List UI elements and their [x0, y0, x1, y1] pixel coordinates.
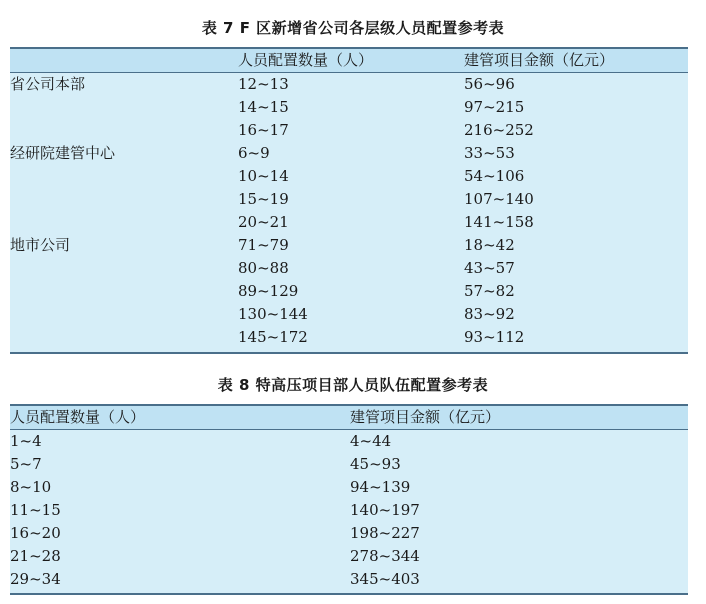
table7-cell-staff: 15~19 [238, 190, 289, 208]
table8-caption: 表 8 特高压项目部人员队伍配置参考表 [217, 376, 489, 394]
table7-cell-staff: 89~129 [238, 282, 299, 300]
table8-header-staff: 人员配置数量（人） [10, 408, 146, 426]
table7-cell-staff: 6~9 [238, 144, 270, 162]
table8-cell-staff: 1~4 [10, 432, 42, 450]
table7-cell-staff: 16~17 [238, 121, 289, 139]
table8-cell-amount: 4~44 [350, 432, 392, 450]
table7-cell-staff: 14~15 [238, 98, 289, 116]
table8-cell-staff: 5~7 [10, 455, 42, 473]
table8-cell-staff: 29~34 [10, 570, 61, 588]
table7-cell-amount: 141~158 [464, 213, 534, 231]
table8-cell-staff: 11~15 [10, 501, 61, 519]
table7-cell-staff: 20~21 [238, 213, 289, 231]
table7-caption: 表 7 F 区新增省公司各层级人员配置参考表 [201, 19, 505, 37]
table8-header-amount: 建管项目金额（亿元） [350, 408, 501, 426]
table7-cell-amount: 83~92 [464, 305, 515, 323]
table8-cell-amount: 345~403 [350, 570, 420, 588]
table8 [10, 404, 688, 595]
table7-cell-amount: 97~215 [464, 98, 525, 116]
table7-cell-unit: 经研院建管中心 [10, 144, 116, 162]
table7-cell-amount: 43~57 [464, 259, 515, 277]
table8-cell-staff: 21~28 [10, 547, 61, 565]
table7-cell-staff: 71~79 [238, 236, 289, 254]
table8-cell-staff: 8~10 [10, 478, 52, 496]
table7-cell-amount: 33~53 [464, 144, 515, 162]
table8-header [10, 406, 688, 430]
table8-cell-amount: 140~197 [350, 501, 420, 519]
table7-cell-amount: 56~96 [464, 75, 515, 93]
table7-cell-staff: 145~172 [238, 328, 308, 346]
table8-cell-amount: 278~344 [350, 547, 420, 565]
table7-cell-amount: 93~112 [464, 328, 525, 346]
table7 [10, 47, 688, 354]
table7-cell-staff: 80~88 [238, 259, 289, 277]
table7-cell-unit: 省公司本部 [10, 75, 86, 93]
table7-cell-staff: 10~14 [238, 167, 289, 185]
table7-header [10, 49, 688, 73]
table7-cell-amount: 216~252 [464, 121, 534, 139]
table7-cell-amount: 107~140 [464, 190, 534, 208]
table7-cell-amount: 18~42 [464, 236, 515, 254]
table7-cell-unit: 地市公司 [10, 236, 71, 254]
table8-cell-amount: 198~227 [350, 524, 420, 542]
table7-header-staff: 人员配置数量（人） [238, 51, 374, 69]
table7-header-amount: 建管项目金额（亿元） [464, 51, 615, 69]
table7-cell-staff: 12~13 [238, 75, 289, 93]
table7-cell-staff: 130~144 [238, 305, 308, 323]
table8-cell-amount: 45~93 [350, 455, 401, 473]
table8-cell-staff: 16~20 [10, 524, 61, 542]
table7-cell-amount: 57~82 [464, 282, 515, 300]
table8-cell-amount: 94~139 [350, 478, 411, 496]
table7-cell-amount: 54~106 [464, 167, 525, 185]
